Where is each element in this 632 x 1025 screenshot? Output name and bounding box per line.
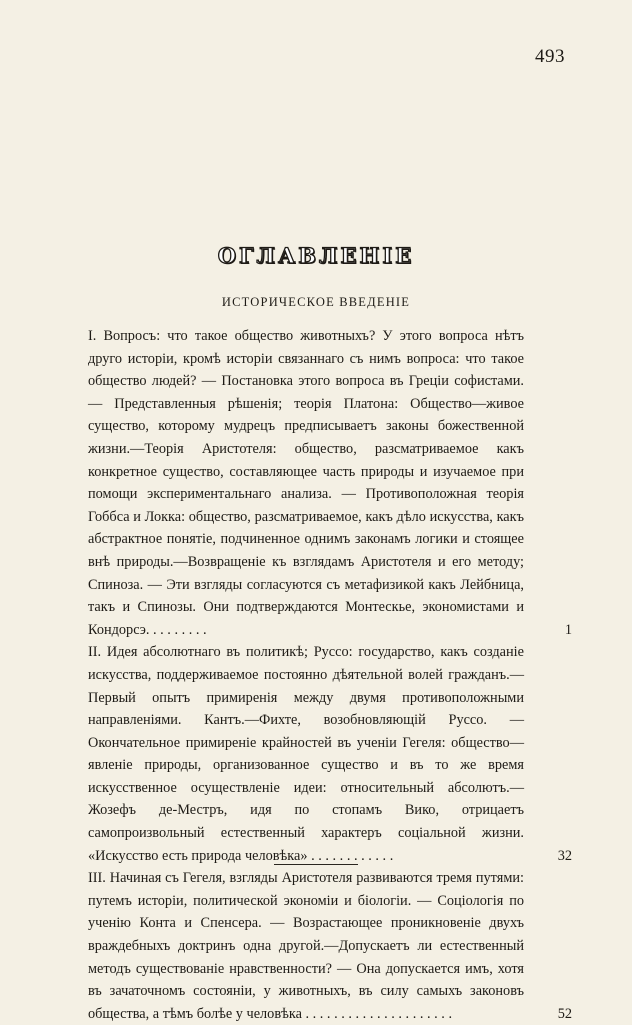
page-number: 493 — [535, 46, 565, 67]
toc-entry-page: 1 — [564, 621, 572, 638]
toc-entry — [88, 641, 572, 867]
toc-entry-text: II. Идея абсолютнаго въ политикѣ; Руссо: государство, какъ созданіе искусства, поддерживаемое постоянно дѣятельной волей гражданъ.— Первый опытъ примиренія между двумя противоположными направленіями. Кантъ.—Фихте, возобновляющій Руссо. — Окончательное примиреніе крайностей въ ученіи Гегеля: общество—явленіе природы, организованное существо и въ то же время искусственное осуществленіе идеи: относительный абсолютъ.—Жозефъ де-Местръ, идя по стопамъ Вико, отрицаетъ самопроизвольный естественный характеръ соціальной жизни. «Искусство есть природа человѣка» . . . . . . . . . . . . — [88, 644, 524, 864]
table-of-contents-heading: ОГЛАВЛЕНІЕ — [217, 243, 415, 268]
divider — [274, 864, 358, 865]
toc-entry-page: 52 — [557, 1005, 572, 1022]
section-title: ИСТОРИЧЕСКОЕ ВВЕДЕНІЕ — [221, 295, 411, 309]
toc-entry-page: 32 — [557, 847, 572, 864]
toc-entry-text: III. Начиная съ Гегеля, взгляды Аристотеля развиваются тремя путями: путемъ исторіи, политической экономіи и біологіи. — Соціологія по ученію Конта и Спенсера. — Возрастающее проникновеніе двухъ враждебныхъ доктринъ одна другой.—Допускаетъ ли естественный методъ существованіе нравственности? — Она допускается имъ, хотя въ зачаточномъ состояніи, у животныхъ, въ силу самыхъ законовъ общества, а тѣмъ болѣе у человѣка . . . . . . . . . . . . . . . . . . . . . — [88, 870, 524, 1022]
toc-entry — [88, 867, 572, 1025]
toc-entry — [88, 325, 572, 641]
table-of-contents — [88, 325, 572, 1025]
toc-entry-text: I. Вопросъ: что такое общество животныхъ? У этого вопроса нѣтъ друго исторіи, кромѣ исторіи связаннаго съ нимъ вопроса: что такое общество людей? — Постановка этого вопроса въ Греціи софистами.— Представленныя рѣшенія; теорія Платона: Общество—живое существо, которому мудрецъ предписываетъ законы божественной жизни.—Теорія Аристотеля: общество, разсматриваемое какъ конкретное существо, составляющее часть природы и изучаемое при помощи экспериментальнаго анализа. — Противоположная теорія Гоббса и Локка: общество, разсматриваемое, какъ дѣло искусства, какъ абстрактное понятіе, подчиненное однимъ законамъ логики и стоящее внѣ природы.—Возвращеніе къ взглядамъ Аристотеля и его методу; Спиноза. — Эти взгляды согласуются съ метафизикой какъ Лейбница, такъ и Спинозы. Они подтверждаются Монтескье, экономистами и Кондорсэ. . . . . . . . . — [88, 328, 524, 638]
